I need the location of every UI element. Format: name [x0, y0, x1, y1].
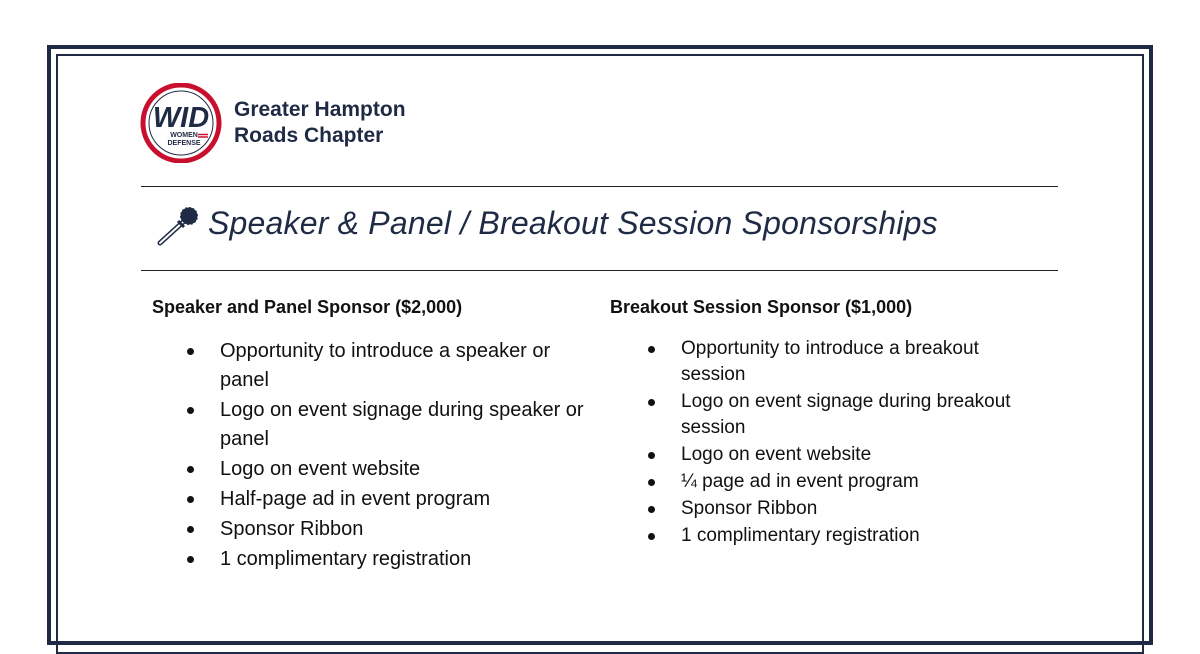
breakout-session-heading: Breakout Session Sponsor ($1,000): [610, 297, 913, 317]
list-item: Logo on event signage during breakout session: [681, 389, 1041, 441]
speaker-panel-benefits: [220, 337, 592, 575]
list-item: Half-page ad in event program: [220, 485, 592, 514]
header-divider-bottom: [141, 270, 1058, 271]
list-item: Sponsor Ribbon: [220, 515, 592, 544]
header-divider-top: [141, 186, 1058, 187]
list-item: Opportunity to introduce a speaker or panel: [220, 337, 592, 395]
section-title: Speaker & Panel / Breakout Session Sponsorships: [208, 205, 938, 241]
list-item: 1 complimentary registration: [220, 545, 592, 574]
list-item: Logo on event website: [220, 455, 592, 484]
chapter-name-line-1: Greater Hampton: [234, 98, 406, 121]
list-item: Logo on event website: [681, 442, 1041, 468]
chapter-name: [234, 97, 406, 149]
list-item: Opportunity to introduce a breakout session: [681, 336, 1041, 388]
list-item: ¼ page ad in event program: [681, 469, 1041, 495]
logo-subtitle-2: DEFENSE: [167, 140, 201, 147]
list-item: Logo on event signage during speaker or panel: [220, 396, 592, 454]
list-item: Sponsor Ribbon: [681, 496, 1041, 522]
logo-letters: WID: [152, 102, 210, 134]
chapter-name-line-2: Roads Chapter: [234, 124, 384, 147]
list-item: 1 complimentary registration: [681, 523, 1041, 549]
wid-logo: [140, 83, 224, 163]
logo-subtitle-1: WOMEN: [170, 132, 198, 139]
microphone-icon: [156, 205, 202, 247]
speaker-panel-heading: Speaker and Panel Sponsor ($2,000): [152, 297, 463, 317]
breakout-session-benefits: [681, 336, 1041, 550]
